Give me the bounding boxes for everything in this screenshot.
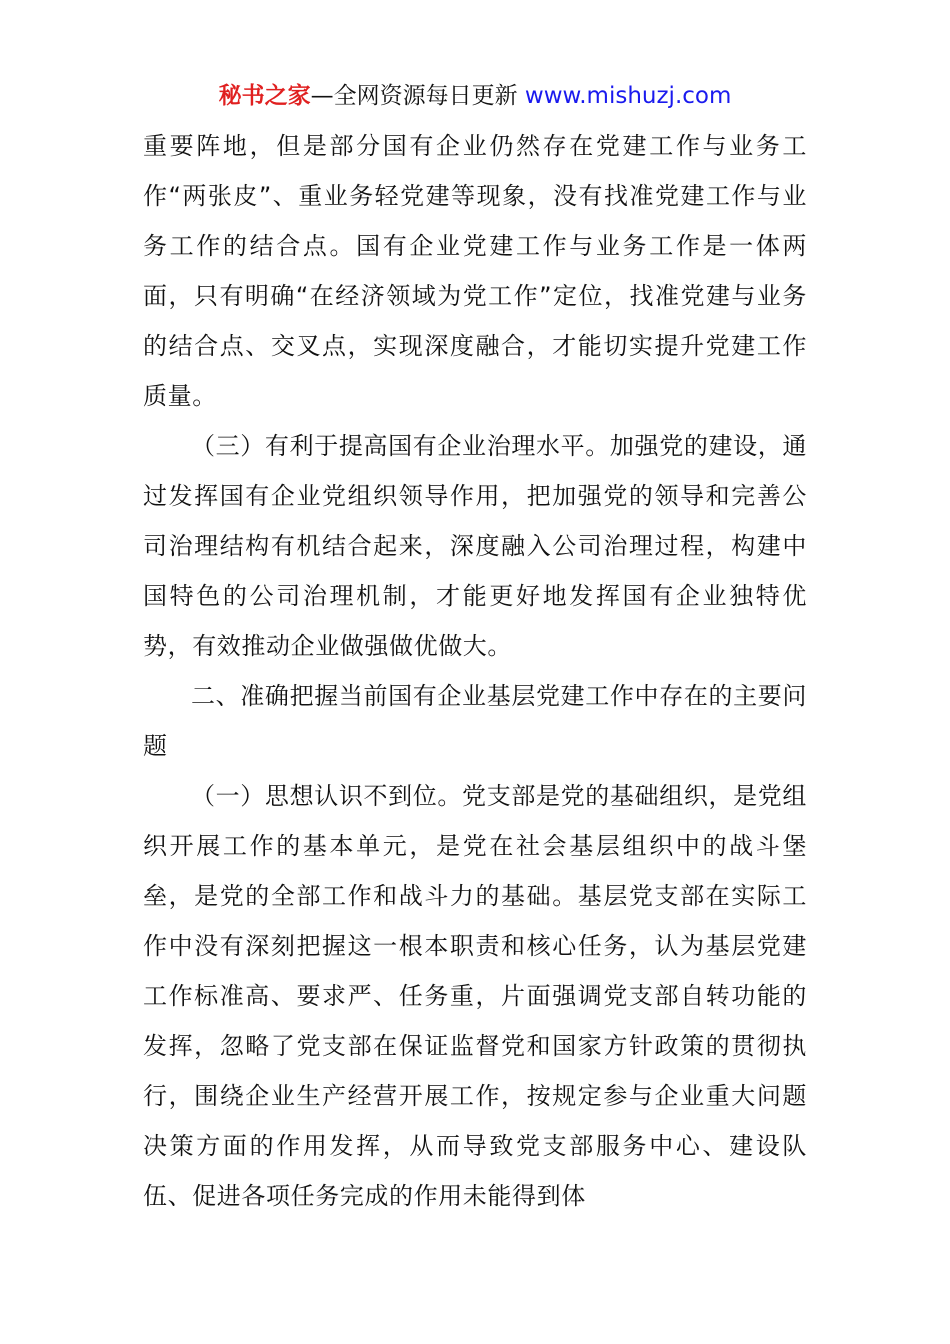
site-url-link[interactable]: www.mishuzj.com [524, 83, 732, 109]
paragraph-section-three: （三）有利于提高国有企业治理水平。加强党的建设，通过发挥国有企业党组织领导作用，把加强党的领导和完善公司治理结构有机结合起来，深度融入公司治理过程，构建中国特色的公司治理机制，才能更好地发挥国有企业独特优势，有效推动企业做强做优做大。 [143, 432, 807, 660]
site-header [0, 80, 950, 112]
section-heading-two: 二、准确把握当前国有企业基层党建工作中存在的主要问题 [143, 682, 807, 760]
paragraph-subsection-one: （一）思想认识不到位。党支部是党的基础组织，是党组织开展工作的基本单元，是党在社会基层组织中的战斗堡垒，是党的全部工作和战斗力的基础。基层党支部在实际工作中没有深刻把握这一根本职责和核心任务，认为基层党建工作标准高、要求严、任务重，片面强调党支部自转功能的发挥，忽略了党支部在保证监督党和国家方针政策的贯彻执行，围绕企业生产经营开展工作，按规定参与企业重大问题决策方面的作用发挥，从而导致党支部服务中心、建设队伍、促进各项任务完成的作用未能得到体 [143, 782, 807, 1210]
paragraph-continuation: 重要阵地，但是部分国有企业仍然存在党建工作与业务工作“两张皮”、重业务轻党建等现象，没有找准党建工作与业务工作的结合点。国有企业党建工作与业务工作是一体两面，只有明确“在经济领域为党工作”定位，找准党建与业务的结合点、交叉点，实现深度融合，才能切实提升党建工作质量。 [143, 132, 807, 410]
site-brand: 秘书之家 [218, 83, 311, 109]
site-tagline: —全网资源每日更新 [310, 83, 525, 109]
document-body [143, 121, 807, 1221]
